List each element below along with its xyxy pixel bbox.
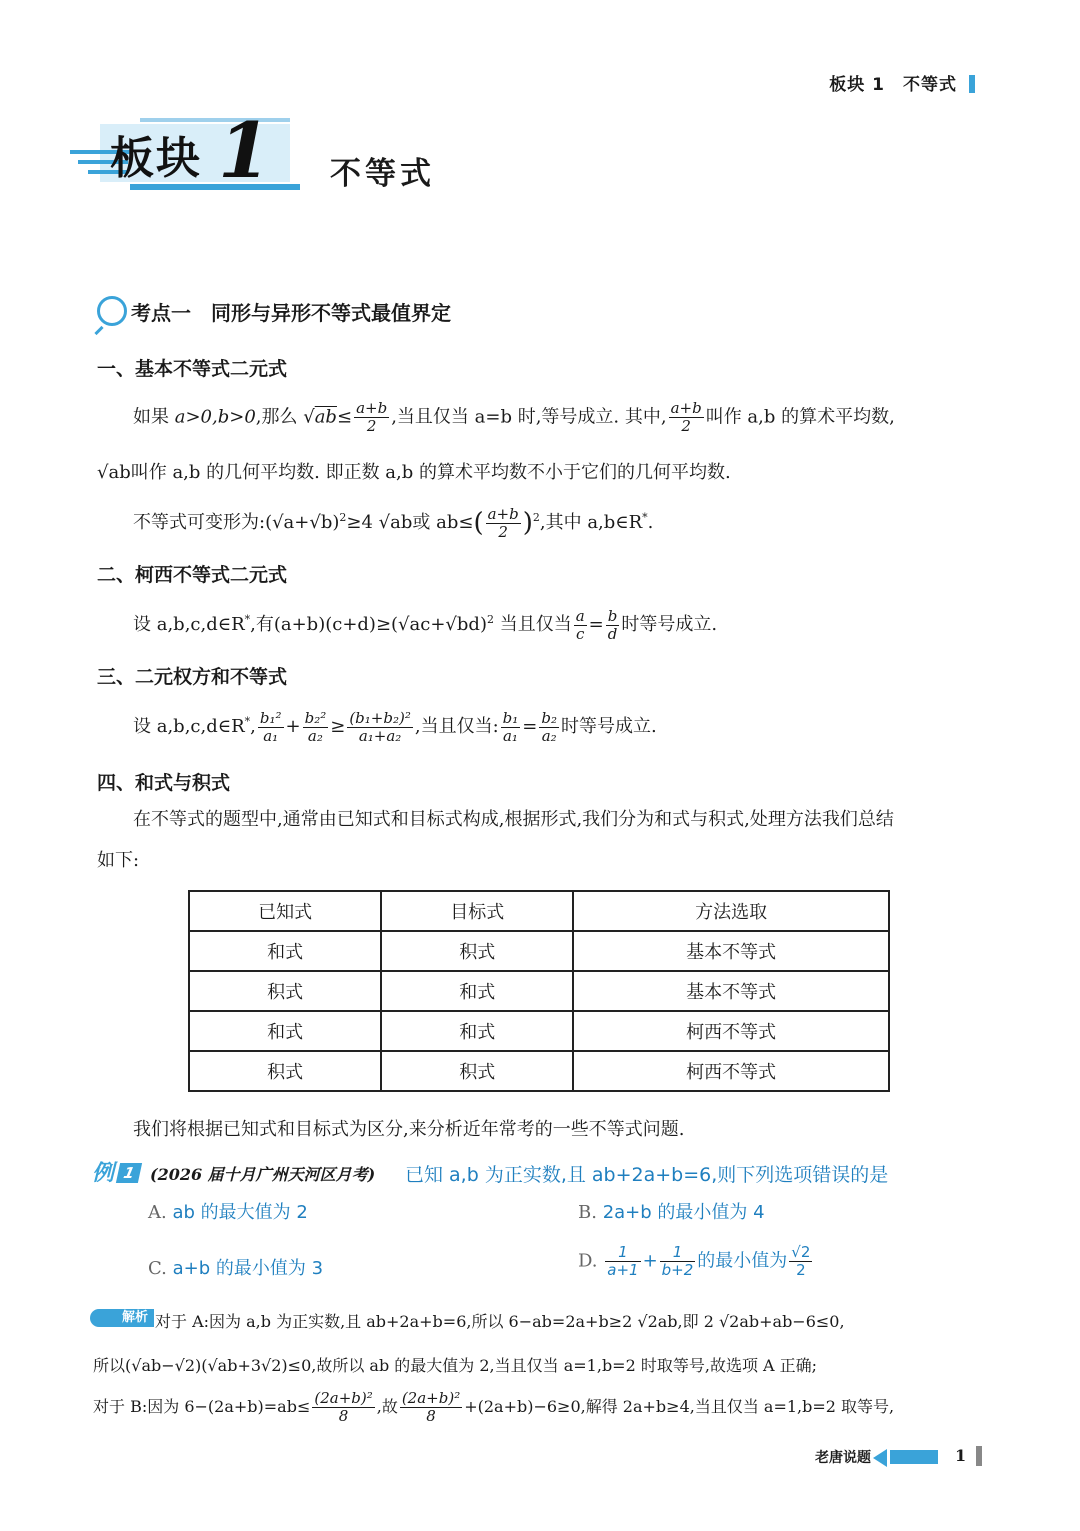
table-row <box>189 931 889 971</box>
s1-text-a: 如果 <box>133 406 175 428</box>
ana3-f1-num: (2a+b)² <box>314 1389 373 1407</box>
option-d-frac1 <box>605 1244 640 1279</box>
ana3-frac1 <box>312 1390 374 1425</box>
chapter-title: 不等式 <box>330 156 435 192</box>
s3-fraction-3 <box>347 710 413 745</box>
arrow-left-icon <box>873 1449 887 1467</box>
option-a-text: ab 的最大值为 2 <box>172 1202 308 1223</box>
section4-intro1: 在不等式的题型中,通常由已知式和目标式构成,根据形式,我们分为和式与积式,处理方法我们总结 <box>133 809 894 830</box>
s1-l3-a: 不等式可变形为:(√a+√b) <box>133 512 340 533</box>
example-label <box>92 1156 140 1187</box>
analysis-line1: 对于 A:因为 a,b 为正实数,且 ab+2a+b=6,所以 6−ab=2a+b≥2 √2ab,即 2 √2ab+ab−6≤0, <box>155 1312 845 1331</box>
section3-title: 三、二元权方和不等式 <box>97 666 288 688</box>
ana3-c: +(2a+b)−6≥0,解得 2a+b≥4,当且仅当 a=1,b=2 取等号, <box>464 1397 895 1416</box>
option-d-letter: D. <box>578 1250 598 1272</box>
ana3-f2-num: (2a+b)² <box>401 1389 461 1407</box>
s3-sup: * <box>244 715 251 728</box>
table-row <box>189 1051 889 1091</box>
d-f3-den: 2 <box>796 1261 806 1279</box>
s1-text-d: ,当且仅当 a=b 时,等号成立. 其中, <box>391 406 667 428</box>
option-c-text: a+b 的最小值为 3 <box>172 1258 324 1279</box>
section2-line <box>133 606 717 643</box>
analysis-label: 解析 <box>90 1309 154 1327</box>
section4-title: 四、和式与积式 <box>97 772 231 794</box>
banner-number: 1 <box>218 106 271 195</box>
example-stem: 已知 a,b 为正实数,且 ab+2a+b=6,则下列选项错误的是 <box>405 1164 889 1186</box>
table-cell: 和式 <box>381 1011 573 1051</box>
s1-paren-open: ( <box>473 508 484 538</box>
point-heading-text: 考点一 同形与异形不等式最值界定 <box>131 301 451 325</box>
d-f3-num: √2 <box>791 1243 811 1261</box>
d-f1-den: a+1 <box>607 1261 639 1279</box>
s3-t2-num: b₂² <box>304 708 327 727</box>
method-table <box>188 890 890 1092</box>
footer-stripe-decoration <box>890 1450 938 1464</box>
table-cell: 和式 <box>381 971 573 1011</box>
table-cell: 基本不等式 <box>573 971 889 1011</box>
s3-d: 时等号成立. <box>561 716 657 737</box>
table-header: 已知式 <box>189 891 381 931</box>
s1-paren-close: ) <box>522 508 533 538</box>
table-cell: 积式 <box>381 1051 573 1091</box>
table-cell: 柯西不等式 <box>573 1051 889 1091</box>
s3-t5-den: a₂ <box>541 726 557 745</box>
s2-f1-num: a <box>575 606 585 625</box>
table-header-row <box>189 891 889 931</box>
d-plus: + <box>642 1250 658 1272</box>
example-number-badge: 1 <box>116 1163 142 1183</box>
s1-radicand: ab <box>314 406 337 428</box>
option-c[interactable] <box>148 1254 323 1280</box>
s3-t4-num: b₁ <box>502 708 519 727</box>
s3-ge: ≥ <box>330 716 346 737</box>
s1-l3-sup2: * <box>642 511 648 524</box>
s3-b: , <box>250 716 256 737</box>
table-cell: 和式 <box>189 931 381 971</box>
running-header-text: 板块 1 不等式 <box>829 75 957 95</box>
option-d-frac2 <box>660 1244 696 1279</box>
s2-sup: * <box>244 613 251 626</box>
ana3-b: ,故 <box>376 1397 398 1416</box>
ana3-f1-den: 8 <box>338 1407 349 1425</box>
ana3-frac2 <box>400 1390 462 1425</box>
s3-fraction-4 <box>501 710 521 745</box>
option-a[interactable] <box>148 1198 308 1224</box>
s3-fraction-1 <box>258 710 284 745</box>
example-label-text: 例 <box>92 1161 115 1186</box>
s2-fraction-2 <box>606 608 620 643</box>
s2-fraction-1 <box>574 608 587 643</box>
s1-l3-d: . <box>647 512 654 533</box>
s2-f2-den: d <box>607 624 618 643</box>
s1-f2-den: 2 <box>681 417 691 435</box>
s3-t1-num: b₁² <box>259 708 282 727</box>
section1-line3 <box>133 504 653 541</box>
s3-t1-den: a₁ <box>263 726 279 745</box>
s2-d: 时等号成立. <box>621 614 718 635</box>
s1-f2-num: a+b <box>670 399 702 417</box>
table-header: 目标式 <box>381 891 573 931</box>
table-row <box>189 971 889 1011</box>
s3-t2-den: a₂ <box>307 726 323 745</box>
s2-eq: = <box>588 614 604 635</box>
table-cell: 基本不等式 <box>573 931 889 971</box>
magnifier-icon <box>97 296 127 326</box>
s2-c: 当且仅当 <box>493 614 572 635</box>
s1-fraction-1 <box>354 400 389 435</box>
s1-l3-sup: 2 <box>339 511 347 524</box>
s3-eq: = <box>522 716 538 737</box>
s2-b: ,有(a+b)(c+d)≥(√ac+√bd) <box>250 614 487 635</box>
s1-f1-den: 2 <box>366 417 377 435</box>
header-accent-bar <box>969 75 975 93</box>
s1-f3-den: 2 <box>498 522 508 541</box>
s2-sup2: 2 <box>486 613 494 626</box>
table-cell: 积式 <box>189 1051 381 1091</box>
chapter-banner <box>70 106 330 195</box>
point-heading <box>97 296 451 326</box>
section2-title: 二、柯西不等式二元式 <box>97 564 288 586</box>
section4-after: 我们将根据已知式和目标式为区分,来分析近年常考的一些不等式问题. <box>133 1119 685 1140</box>
s2-f1-den: c <box>575 624 585 643</box>
section1-line2: √ab叫作 a,b 的几何平均数. 即正数 a,b 的算术平均数不小于它们的几何平均数. <box>97 462 731 483</box>
table-cell: 积式 <box>381 931 573 971</box>
s3-t3-den: a₁+a₂ <box>358 726 402 745</box>
ana3-f2-den: 8 <box>426 1407 436 1425</box>
d-text: 的最小值为 <box>697 1250 788 1272</box>
s1-cond: a>0,b>0 <box>174 406 256 428</box>
s3-fraction-2 <box>303 710 329 745</box>
section3-line <box>133 708 657 745</box>
s3-c: ,当且仅当: <box>414 716 499 737</box>
s1-fraction-2 <box>669 400 704 435</box>
s1-l3-sup-2: 2 <box>532 511 540 524</box>
table-cell: 积式 <box>189 971 381 1011</box>
ana3-a: 对于 B:因为 6−(2a+b)=ab≤ <box>93 1397 311 1416</box>
section1-line1 <box>133 400 895 435</box>
d-f2-num: 1 <box>660 1244 696 1262</box>
s1-fraction-3 <box>486 506 521 541</box>
option-b-letter: B. <box>578 1202 597 1223</box>
analysis-line2: 所以(√ab−√2)(√ab+3√2)≤0,故所以 ab 的最大值为 2,当且仅当 a=1,b=2 时取等号,故选项 A 正确; <box>93 1356 818 1375</box>
running-header <box>829 70 975 95</box>
s1-f1-num: a+b <box>356 399 388 417</box>
s2-f2-num: b <box>607 606 618 625</box>
s1-text-b: ,那么 √ <box>255 406 315 428</box>
s3-t4-den: a₁ <box>502 726 518 745</box>
s3-plus: + <box>285 716 301 737</box>
s1-l3-b: ≥4 √ab或 ab≤ <box>346 512 474 533</box>
option-d[interactable] <box>578 1244 814 1279</box>
table-row <box>189 1011 889 1051</box>
s1-le: ≤ <box>336 406 353 428</box>
s2-a: 设 a,b,c,d∈R <box>133 614 245 635</box>
page-number: 1 <box>955 1446 967 1465</box>
s3-fraction-5 <box>539 710 559 745</box>
s3-a: 设 a,b,c,d∈R <box>133 716 245 737</box>
analysis-line3 <box>93 1390 894 1425</box>
option-c-letter: C. <box>148 1258 167 1279</box>
d-f1-num: 1 <box>605 1244 640 1262</box>
s3-t5-num: b₂ <box>541 708 557 727</box>
option-b-text: 2a+b 的最小值为 4 <box>602 1202 765 1223</box>
example-source: (2026 届十月广州天河区月考) <box>150 1165 376 1184</box>
option-a-letter: A. <box>148 1202 167 1223</box>
footer-brand: 老唐说题 <box>815 1450 871 1466</box>
table-cell: 柯西不等式 <box>573 1011 889 1051</box>
s1-text-e: 叫作 a,b 的算术平均数, <box>705 406 895 428</box>
d-f2-den: b+2 <box>661 1261 694 1279</box>
s1-f3-num: a+b <box>487 504 519 523</box>
option-b[interactable] <box>578 1198 765 1224</box>
s3-t3-num: (b₁+b₂)² <box>349 708 411 727</box>
banner-label: 板块 <box>110 133 202 184</box>
footer-accent-bar <box>976 1446 982 1466</box>
table-header: 方法选取 <box>573 891 889 931</box>
option-d-frac3 <box>789 1244 812 1279</box>
table-cell: 和式 <box>189 1011 381 1051</box>
section1-title: 一、基本不等式二元式 <box>97 358 288 380</box>
s1-l3-c: ,其中 a,b∈R <box>539 512 643 533</box>
section4-intro2: 如下: <box>97 850 140 871</box>
